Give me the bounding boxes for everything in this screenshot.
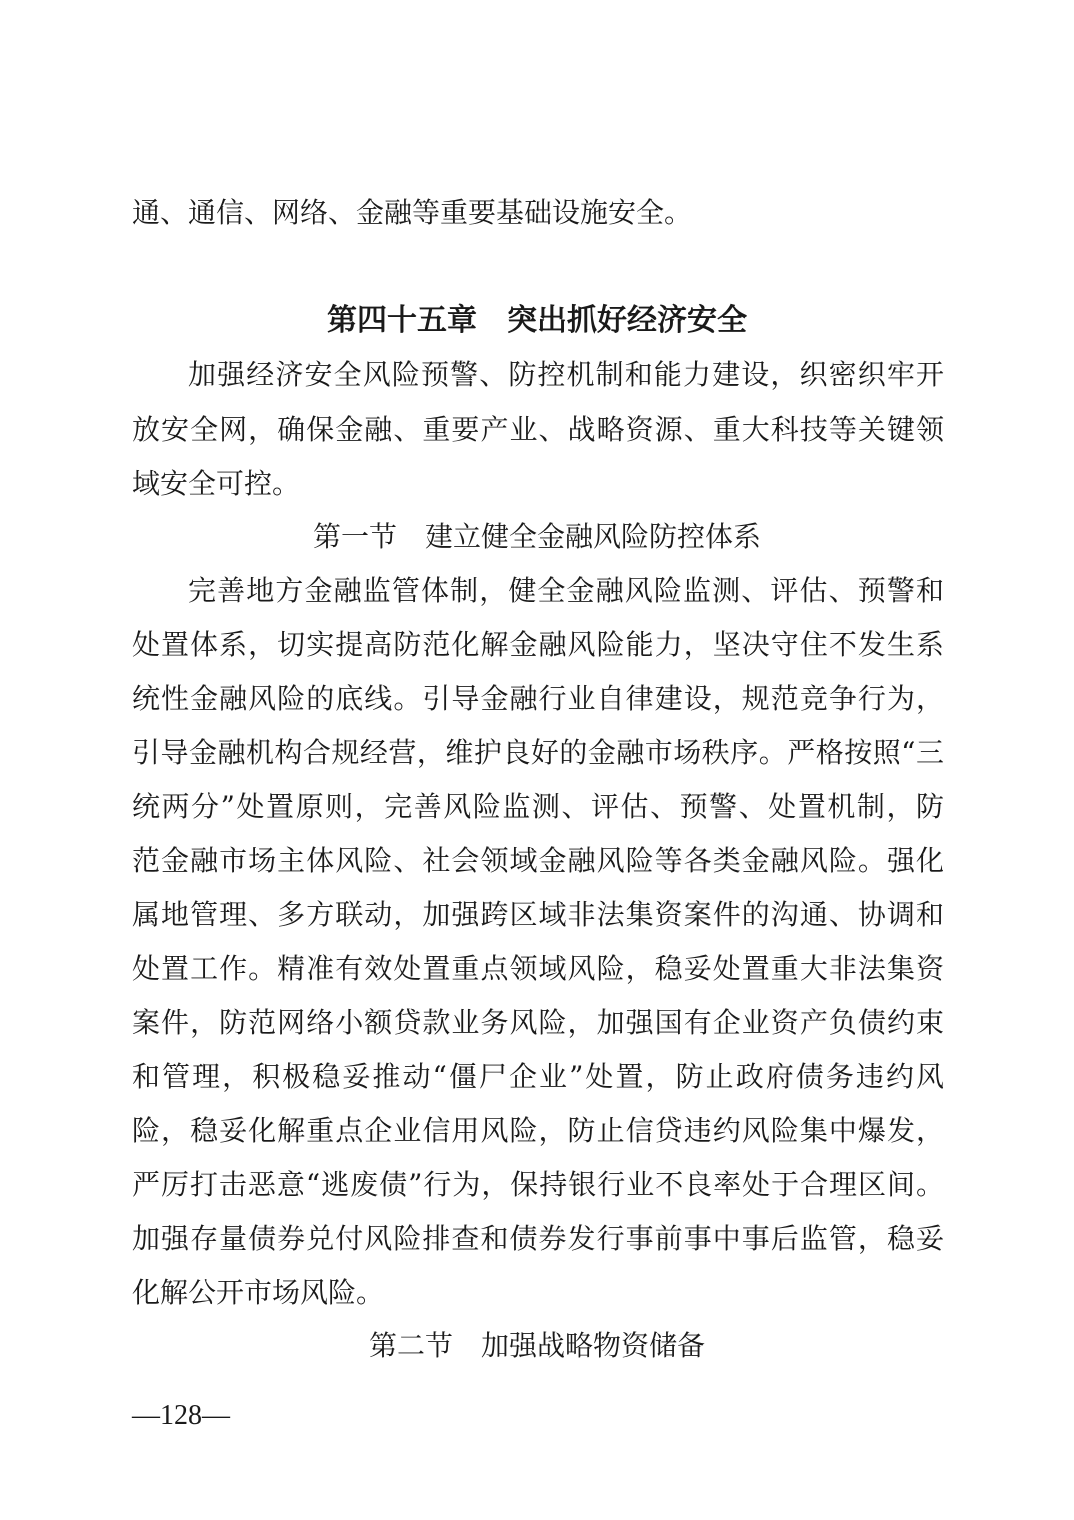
body-line: 严厉打击恶意“逃废债”行为，保持银行业不良率处于合理区间。: [132, 1168, 944, 1201]
body-line: 处置体系，切实提高防范化解金融风险能力，坚决守住不发生系: [132, 628, 944, 661]
body-line: 和管理，积极稳妥推动“僵尸企业”处置，防止政府债务违约风: [132, 1060, 944, 1093]
chapter-intro-line: 加强经济安全风险预警、防控机制和能力建设，织密织牢开: [188, 358, 944, 391]
page-number: —128—: [132, 1400, 230, 1431]
body-line: 统两分”处置原则，完善风险监测、评估、预警、处置机制，防: [132, 790, 944, 823]
body-line: 统性金融风险的底线。引导金融行业自律建设，规范竞争行为，: [132, 682, 944, 715]
body-line: 险，稳妥化解重点企业信用风险，防止信贷违约风险集中爆发，: [132, 1114, 944, 1147]
body-line: 案件，防范网络小额贷款业务风险，加强国有企业资产负债约束: [132, 1006, 944, 1039]
body-line: 范金融市场主体风险、社会领域金融风险等各类金融风险。强化: [132, 844, 944, 877]
chapter-title: 第四十五章 突出抓好经济安全: [327, 303, 747, 338]
body-line: 引导金融机构合规经营，维护良好的金融市场秩序。严格按照“三: [132, 736, 944, 769]
carryover-line: 通、通信、网络、金融等重要基础设施安全。: [132, 196, 693, 229]
body-line: 加强存量债券兑付风险排查和债券发行事前事中事后监管，稳妥: [132, 1222, 944, 1255]
chapter-intro-line: 域安全可控。: [132, 467, 301, 500]
body-line: 化解公开市场风险。: [132, 1276, 385, 1309]
section-title: 第二节 加强战略物资储备: [368, 1329, 705, 1362]
body-line: 完善地方金融监管体制，健全金融风险监测、评估、预警和: [188, 574, 944, 607]
body-line: 处置工作。精准有效处置重点领域风险，稳妥处置重大非法集资: [132, 952, 944, 985]
section-title: 第一节 建立健全金融风险防控体系: [312, 520, 761, 553]
body-line: 属地管理、多方联动，加强跨区域非法集资案件的沟通、协调和: [132, 898, 944, 931]
chapter-intro-line: 放安全网，确保金融、重要产业、战略资源、重大科技等关键领: [132, 413, 944, 446]
